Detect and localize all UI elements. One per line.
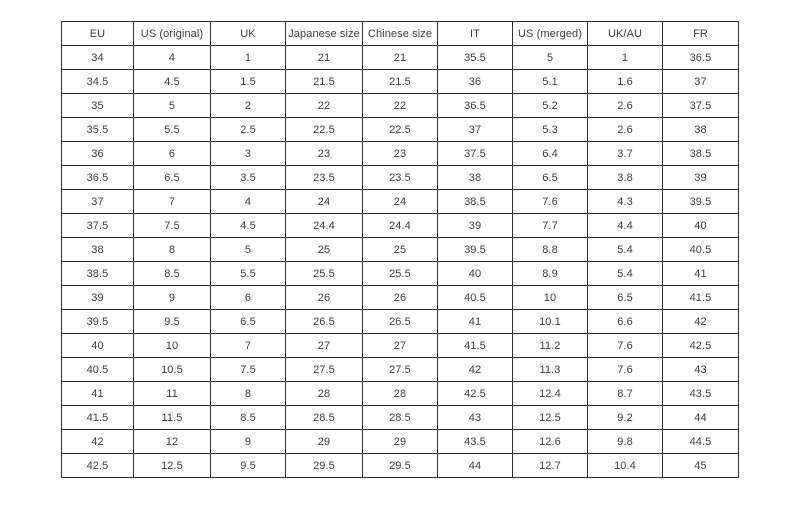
table-cell: 6.5 — [134, 166, 211, 190]
table-cell: 1.6 — [588, 70, 663, 94]
table-cell: 12 — [134, 430, 211, 454]
table-row — [62, 262, 739, 286]
table-cell: 36.5 — [438, 94, 513, 118]
table-cell: 34.5 — [62, 70, 134, 94]
table-cell: 40.5 — [438, 286, 513, 310]
column-header: IT — [438, 22, 513, 46]
table-cell: 2.6 — [588, 94, 663, 118]
table-cell: 9.5 — [211, 454, 286, 478]
table-cell: 8.5 — [134, 262, 211, 286]
table-cell: 8.9 — [513, 262, 588, 286]
table-cell: 39.5 — [438, 238, 513, 262]
table-cell: 7 — [211, 334, 286, 358]
table-cell: 37.5 — [62, 214, 134, 238]
table-row — [62, 166, 739, 190]
table-cell: 35 — [62, 94, 134, 118]
table-cell: 5 — [134, 94, 211, 118]
table-cell: 5.4 — [588, 238, 663, 262]
table-cell: 22 — [286, 94, 363, 118]
table-cell: 2 — [211, 94, 286, 118]
table-cell: 40 — [663, 214, 739, 238]
table-row — [62, 286, 739, 310]
table-cell: 29.5 — [286, 454, 363, 478]
table-cell: 36.5 — [62, 166, 134, 190]
table-cell: 28.5 — [363, 406, 438, 430]
table-cell: 38.5 — [663, 142, 739, 166]
table-cell: 8.5 — [211, 406, 286, 430]
table-cell: 27 — [363, 334, 438, 358]
header-row — [62, 22, 739, 46]
table-cell: 22.5 — [286, 118, 363, 142]
table-cell: 9.2 — [588, 406, 663, 430]
table-cell: 5.5 — [134, 118, 211, 142]
table-cell: 3.7 — [588, 142, 663, 166]
table-cell: 6 — [211, 286, 286, 310]
column-header: Chinese size — [363, 22, 438, 46]
column-header: EU — [62, 22, 134, 46]
table-cell: 1.5 — [211, 70, 286, 94]
table-cell: 25.5 — [363, 262, 438, 286]
table-cell: 40 — [62, 334, 134, 358]
table-cell: 39 — [62, 286, 134, 310]
table-cell: 9.8 — [588, 430, 663, 454]
table-cell: 4 — [134, 46, 211, 70]
table-cell: 27.5 — [286, 358, 363, 382]
table-cell: 6.6 — [588, 310, 663, 334]
table-row — [62, 358, 739, 382]
table-cell: 43 — [438, 406, 513, 430]
size-table — [61, 21, 739, 478]
table-cell: 38 — [62, 238, 134, 262]
table-cell: 8.7 — [588, 382, 663, 406]
table-cell: 7.5 — [211, 358, 286, 382]
table-cell: 27.5 — [363, 358, 438, 382]
table-cell: 21.5 — [286, 70, 363, 94]
table-cell: 11.2 — [513, 334, 588, 358]
table-header — [62, 22, 739, 46]
table-cell: 29 — [286, 430, 363, 454]
table-cell: 40.5 — [663, 238, 739, 262]
table-cell: 23.5 — [363, 166, 438, 190]
table-cell: 27 — [286, 334, 363, 358]
column-header: US (merged) — [513, 22, 588, 46]
table-cell: 45 — [663, 454, 739, 478]
table-cell: 41 — [438, 310, 513, 334]
table-cell: 39 — [438, 214, 513, 238]
table-cell: 3 — [211, 142, 286, 166]
table-row — [62, 238, 739, 262]
table-cell: 38.5 — [438, 190, 513, 214]
table-cell: 38 — [663, 118, 739, 142]
table-cell: 37 — [663, 70, 739, 94]
table-cell: 42 — [438, 358, 513, 382]
table-row — [62, 382, 739, 406]
table-cell: 24.4 — [286, 214, 363, 238]
table-cell: 29 — [363, 430, 438, 454]
table-cell: 25 — [363, 238, 438, 262]
table-cell: 6.5 — [513, 166, 588, 190]
table-cell: 41.5 — [663, 286, 739, 310]
column-header: FR — [663, 22, 739, 46]
table-cell: 12.5 — [134, 454, 211, 478]
table-cell: 5.1 — [513, 70, 588, 94]
table-cell: 28 — [363, 382, 438, 406]
table-cell: 4.5 — [134, 70, 211, 94]
table-row — [62, 454, 739, 478]
table-cell: 11 — [134, 382, 211, 406]
table-cell: 2.5 — [211, 118, 286, 142]
table-cell: 4 — [211, 190, 286, 214]
table-cell: 7.5 — [134, 214, 211, 238]
table-cell: 37.5 — [438, 142, 513, 166]
table-cell: 38.5 — [62, 262, 134, 286]
table-cell: 26.5 — [286, 310, 363, 334]
table-cell: 1 — [211, 46, 286, 70]
table-cell: 6.5 — [211, 310, 286, 334]
table-row — [62, 406, 739, 430]
table-cell: 44.5 — [663, 430, 739, 454]
table-cell: 10.5 — [134, 358, 211, 382]
table-cell: 36 — [62, 142, 134, 166]
table-cell: 39 — [663, 166, 739, 190]
table-cell: 24.4 — [363, 214, 438, 238]
table-cell: 12.6 — [513, 430, 588, 454]
column-header: Japanese size — [286, 22, 363, 46]
table-cell: 34 — [62, 46, 134, 70]
table-cell: 43.5 — [438, 430, 513, 454]
table-cell: 25.5 — [286, 262, 363, 286]
table-cell: 6.5 — [588, 286, 663, 310]
table-cell: 39.5 — [62, 310, 134, 334]
table-cell: 9.5 — [134, 310, 211, 334]
table-cell: 4.3 — [588, 190, 663, 214]
table-cell: 35.5 — [62, 118, 134, 142]
table-cell: 24 — [363, 190, 438, 214]
table-row — [62, 334, 739, 358]
table-cell: 21 — [286, 46, 363, 70]
table-row — [62, 190, 739, 214]
column-header: UK — [211, 22, 286, 46]
table-cell: 29.5 — [363, 454, 438, 478]
table-cell: 37.5 — [663, 94, 739, 118]
table-cell: 4.5 — [211, 214, 286, 238]
table-cell: 41 — [663, 262, 739, 286]
table-cell: 36 — [438, 70, 513, 94]
column-header: UK/AU — [588, 22, 663, 46]
table-cell: 41.5 — [438, 334, 513, 358]
table-cell: 12.5 — [513, 406, 588, 430]
table-cell: 8 — [211, 382, 286, 406]
table-cell: 37 — [438, 118, 513, 142]
table-cell: 10 — [513, 286, 588, 310]
table-cell: 5.4 — [588, 262, 663, 286]
table-cell: 11.5 — [134, 406, 211, 430]
table-cell: 11.3 — [513, 358, 588, 382]
table-cell: 12.4 — [513, 382, 588, 406]
table-cell: 7.6 — [513, 190, 588, 214]
column-header: US (original) — [134, 22, 211, 46]
table-row — [62, 118, 739, 142]
table-cell: 39.5 — [663, 190, 739, 214]
table-cell: 8 — [134, 238, 211, 262]
table-cell: 43.5 — [663, 382, 739, 406]
table-cell: 10.4 — [588, 454, 663, 478]
table-cell: 5.5 — [211, 262, 286, 286]
table-cell: 3.8 — [588, 166, 663, 190]
table-cell: 35.5 — [438, 46, 513, 70]
table-cell: 26 — [363, 286, 438, 310]
table-row — [62, 142, 739, 166]
table-cell: 23.5 — [286, 166, 363, 190]
table-cell: 5.2 — [513, 94, 588, 118]
table-cell: 7 — [134, 190, 211, 214]
table-row — [62, 430, 739, 454]
table-cell: 37 — [62, 190, 134, 214]
table-cell: 40 — [438, 262, 513, 286]
table-cell: 44 — [663, 406, 739, 430]
table-cell: 24 — [286, 190, 363, 214]
table-cell: 1 — [588, 46, 663, 70]
table-row — [62, 310, 739, 334]
table-body — [62, 46, 739, 478]
table-cell: 28.5 — [286, 406, 363, 430]
table-cell: 41 — [62, 382, 134, 406]
table-cell: 4.4 — [588, 214, 663, 238]
table-cell: 9 — [134, 286, 211, 310]
table-cell: 26 — [286, 286, 363, 310]
table-cell: 42 — [663, 310, 739, 334]
table-row — [62, 214, 739, 238]
table-cell: 44 — [438, 454, 513, 478]
table-cell: 3.5 — [211, 166, 286, 190]
size-conversion-table-container — [61, 21, 739, 478]
table-cell: 2.6 — [588, 118, 663, 142]
table-cell: 42.5 — [438, 382, 513, 406]
table-cell: 41.5 — [62, 406, 134, 430]
table-cell: 28 — [286, 382, 363, 406]
table-cell: 21 — [363, 46, 438, 70]
table-cell: 38 — [438, 166, 513, 190]
table-cell: 5 — [211, 238, 286, 262]
table-cell: 36.5 — [663, 46, 739, 70]
table-cell: 42.5 — [663, 334, 739, 358]
table-cell: 12.7 — [513, 454, 588, 478]
table-cell: 43 — [663, 358, 739, 382]
table-cell: 6 — [134, 142, 211, 166]
table-cell: 5.3 — [513, 118, 588, 142]
table-row — [62, 46, 739, 70]
table-cell: 23 — [286, 142, 363, 166]
table-cell: 8.8 — [513, 238, 588, 262]
table-cell: 23 — [363, 142, 438, 166]
table-cell: 5 — [513, 46, 588, 70]
table-cell: 42 — [62, 430, 134, 454]
table-cell: 10.1 — [513, 310, 588, 334]
table-cell: 42.5 — [62, 454, 134, 478]
table-cell: 25 — [286, 238, 363, 262]
table-cell: 26.5 — [363, 310, 438, 334]
table-row — [62, 70, 739, 94]
table-cell: 22 — [363, 94, 438, 118]
table-cell: 7.6 — [588, 358, 663, 382]
table-cell: 10 — [134, 334, 211, 358]
table-cell: 7.6 — [588, 334, 663, 358]
table-cell: 22.5 — [363, 118, 438, 142]
table-cell: 6.4 — [513, 142, 588, 166]
table-cell: 40.5 — [62, 358, 134, 382]
table-cell: 9 — [211, 430, 286, 454]
table-cell: 21.5 — [363, 70, 438, 94]
table-row — [62, 94, 739, 118]
table-cell: 7.7 — [513, 214, 588, 238]
